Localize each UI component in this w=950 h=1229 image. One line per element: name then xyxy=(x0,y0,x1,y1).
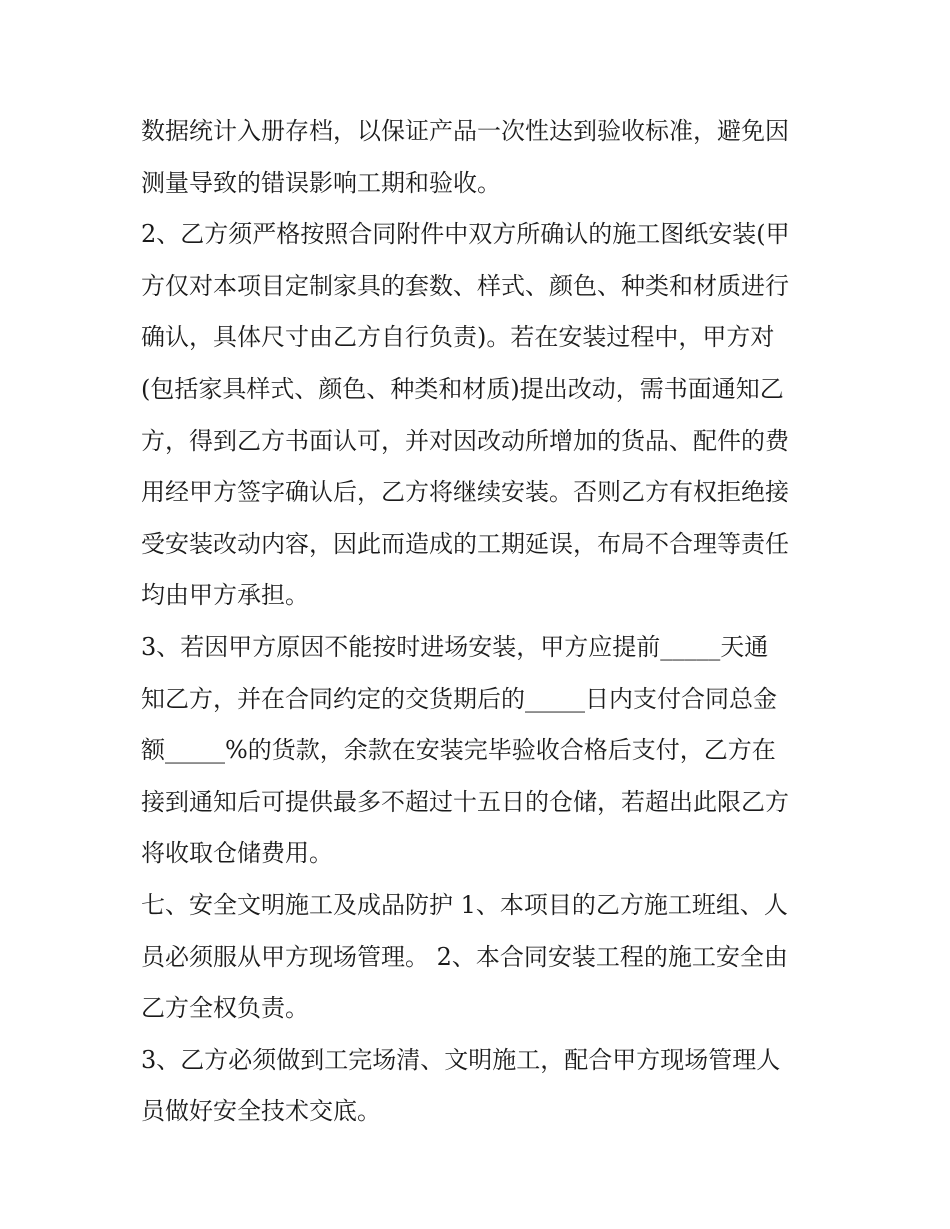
text-line: 员做好安全技术交底。 xyxy=(141,1097,381,1126)
text-line: 方仅对本项目定制家具的套数、样式、颜色、种类和材质进行 xyxy=(141,271,789,300)
text-line: 2、乙方须严格按照合同附件中双方所确认的施工图纸安装(甲 xyxy=(141,220,790,249)
text-line: (包括家具样式、颜色、种类和材质)提出改动，需书面通知乙 xyxy=(141,374,784,403)
text-line: 员必须服从甲方现场管理。 2、本合同安装工程的施工安全由 xyxy=(141,942,788,971)
document-page xyxy=(141,106,821,1138)
text-line: 数据统计入册存档，以保证产品一次性达到验收标准，避免因 xyxy=(141,117,789,145)
text-line: 接到通知后可提供最多不超过十五日的仓储，若超出此限乙方 xyxy=(141,787,789,816)
text-line: 七、安全文明施工及成品防护 1、本项目的乙方施工班组、人 xyxy=(141,890,788,919)
text-line: 3、若因甲方原因不能按时进场安装，甲方应提前_____天通 xyxy=(141,632,769,661)
text-line: 知乙方，并在合同约定的交货期后的_____日内支付合同总金 xyxy=(141,684,777,713)
text-line: 方，得到乙方书面认可，并对因改动所增加的货品、配件的费 xyxy=(141,426,789,455)
text-line: 均由甲方承担。 xyxy=(141,581,309,610)
text-line: 将收取仓储费用。 xyxy=(141,839,333,868)
text-line: 3、乙方必须做到工完场清、文明施工，配合甲方现场管理人 xyxy=(141,1045,781,1074)
text-line: 测量导致的错误影响工期和验收。 xyxy=(141,168,501,197)
text-line: 确认，具体尺寸由乙方自行负责)。若在安装过程中，甲方对 xyxy=(141,323,775,352)
text-line: 乙方全权负责。 xyxy=(141,994,309,1023)
text-line: 额_____%的货款，余款在安装完毕验收合格后支付，乙方在 xyxy=(141,736,776,765)
text-line: 用经甲方签字确认后，乙方将继续安装。否则乙方有权拒绝接 xyxy=(141,478,789,507)
text-line: 受安装改动内容，因此而造成的工期延误，布局不合理等责任 xyxy=(141,529,789,558)
